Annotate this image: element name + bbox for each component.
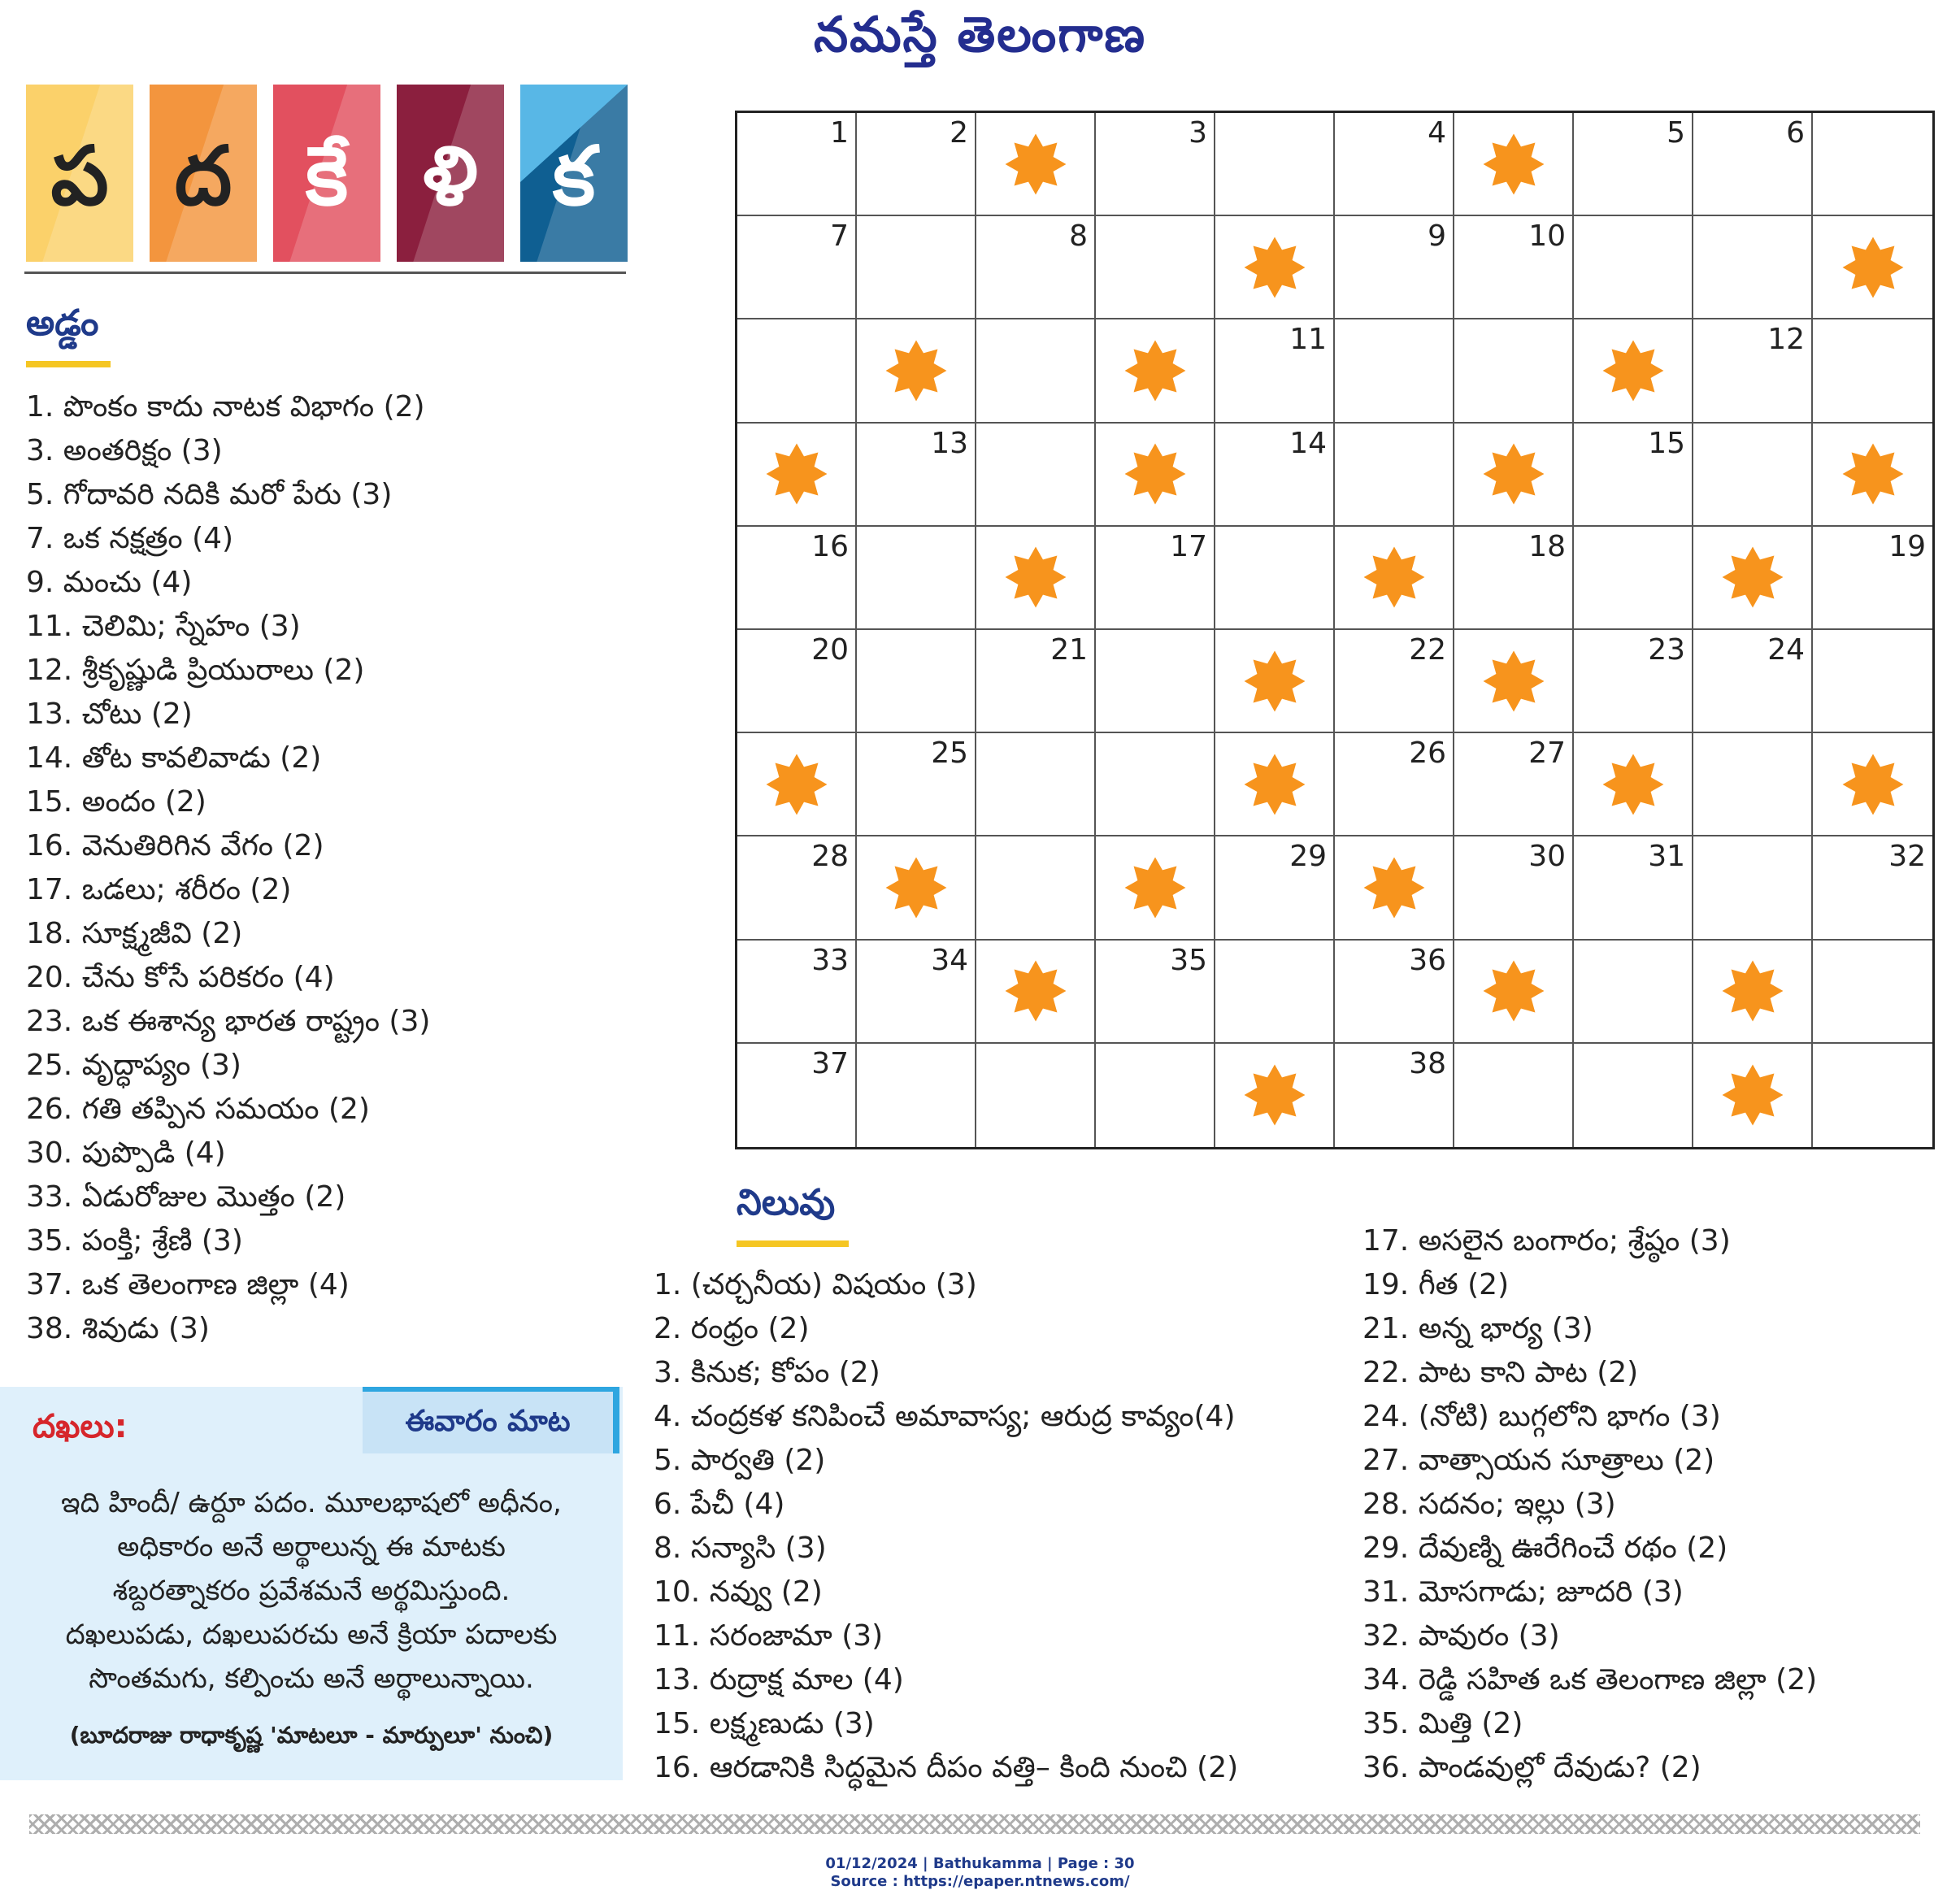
clue-item: 6. పేచీ (4) bbox=[654, 1488, 785, 1521]
down-heading: నిలువు bbox=[737, 1182, 836, 1223]
ornamental-divider bbox=[29, 1814, 1920, 1834]
grid-cell[interactable] bbox=[1215, 527, 1335, 630]
star-icon bbox=[1243, 1063, 1306, 1127]
title-tile: కే bbox=[273, 85, 380, 262]
blocked-cell bbox=[737, 424, 857, 527]
grid-cell[interactable] bbox=[1215, 941, 1335, 1044]
grid-cell[interactable] bbox=[1215, 424, 1335, 527]
blocked-cell bbox=[976, 113, 1096, 216]
grid-cell[interactable] bbox=[1335, 1044, 1454, 1147]
clue-item: 10. నవ్వు (2) bbox=[654, 1575, 823, 1609]
clue-item: 3. కినుక; కోపం (2) bbox=[654, 1356, 880, 1389]
clue-item: 12. శ్రీకృష్ణుడి ప్రియురాలు (2) bbox=[26, 654, 365, 687]
across-heading: అడ్డం bbox=[26, 302, 99, 344]
clue-number: 9 bbox=[1428, 219, 1446, 254]
blocked-cell bbox=[857, 319, 976, 423]
clue-item: 37. ఒక తెలంగాణ జిల్లా (4) bbox=[26, 1268, 350, 1301]
clue-item: 32. పావురం (3) bbox=[1362, 1619, 1560, 1653]
clue-item: 33. ఏడురోజుల మొత్తం (2) bbox=[26, 1180, 346, 1214]
clue-number: 27 bbox=[1528, 736, 1566, 771]
grid-cell[interactable] bbox=[1574, 941, 1693, 1044]
blocked-cell bbox=[1693, 941, 1813, 1044]
blocked-cell bbox=[1454, 113, 1574, 216]
grid-cell[interactable] bbox=[1096, 113, 1215, 216]
word-of-week-tab: ఈవారం మాట bbox=[363, 1387, 619, 1453]
star-icon bbox=[1004, 959, 1067, 1023]
clue-item: 15. అందం (2) bbox=[26, 785, 206, 819]
masthead-logo: నమస్తే తెలంగాణ bbox=[813, 7, 1147, 63]
clue-item: 5. పార్వతి (2) bbox=[654, 1444, 826, 1477]
blocked-cell bbox=[976, 941, 1096, 1044]
star-icon bbox=[1601, 339, 1665, 402]
clue-item: 15. లక్ష్మణుడు (3) bbox=[654, 1707, 875, 1740]
title-tile: ప bbox=[26, 85, 133, 262]
clue-item: 34. రెడ్డి సహిత ఒక తెలంగాణ జిల్లా (2) bbox=[1362, 1663, 1818, 1697]
star-icon bbox=[1243, 650, 1306, 713]
clue-item: 3. అంతరిక్షం (3) bbox=[26, 434, 223, 467]
footer-date-line: 01/12/2024 | Bathukamma | Page : 30 bbox=[825, 1855, 1135, 1872]
grid-cell[interactable] bbox=[1574, 113, 1693, 216]
blocked-cell bbox=[1813, 424, 1932, 527]
grid-cell[interactable] bbox=[1693, 319, 1813, 423]
grid-cell[interactable] bbox=[857, 527, 976, 630]
grid-cell[interactable] bbox=[1693, 424, 1813, 527]
clue-number: 8 bbox=[1069, 219, 1088, 254]
clue-number: 16 bbox=[811, 529, 849, 563]
blocked-cell bbox=[1215, 216, 1335, 319]
clue-item: 1. (చర్చనీయ) విషయం (3) bbox=[654, 1268, 977, 1301]
clue-number: 17 bbox=[1170, 529, 1207, 563]
puzzle-title-tiles bbox=[26, 85, 628, 262]
grid-cell[interactable] bbox=[737, 836, 857, 940]
blocked-cell bbox=[1096, 836, 1215, 940]
star-icon bbox=[765, 442, 828, 506]
grid-cell[interactable] bbox=[737, 216, 857, 319]
blocked-cell bbox=[1454, 941, 1574, 1044]
star-icon bbox=[1004, 545, 1067, 609]
clue-item: 9. మంచు (4) bbox=[26, 566, 193, 599]
star-icon bbox=[1123, 442, 1187, 506]
grid-cell[interactable] bbox=[737, 319, 857, 423]
clue-number: 22 bbox=[1409, 632, 1446, 667]
blocked-cell bbox=[1096, 424, 1215, 527]
grid-cell[interactable] bbox=[857, 113, 976, 216]
grid-cell[interactable] bbox=[1454, 733, 1574, 836]
grid-cell[interactable] bbox=[1335, 319, 1454, 423]
blocked-cell bbox=[1813, 216, 1932, 319]
grid-cell[interactable] bbox=[976, 836, 1096, 940]
star-icon bbox=[765, 753, 828, 816]
grid-cell[interactable] bbox=[737, 941, 857, 1044]
clue-number: 28 bbox=[811, 840, 849, 874]
star-icon bbox=[1362, 545, 1426, 609]
clue-item: 19. గీత (2) bbox=[1362, 1268, 1510, 1301]
clue-item: 20. చేను కోసే పరికరం (4) bbox=[26, 961, 335, 994]
clue-number: 6 bbox=[1786, 116, 1805, 150]
grid-cell[interactable] bbox=[1574, 216, 1693, 319]
clue-number: 24 bbox=[1767, 632, 1805, 667]
grid-cell[interactable] bbox=[1454, 319, 1574, 423]
star-icon bbox=[1482, 959, 1545, 1023]
grid-cell[interactable] bbox=[857, 216, 976, 319]
grid-cell[interactable] bbox=[1335, 216, 1454, 319]
grid-cell[interactable] bbox=[1096, 216, 1215, 319]
grid-cell[interactable] bbox=[976, 1044, 1096, 1147]
blocked-cell bbox=[737, 733, 857, 836]
star-icon bbox=[1482, 133, 1545, 196]
clue-item: 13. రుద్రాక్ష మాల (4) bbox=[654, 1663, 904, 1697]
grid-cell[interactable] bbox=[976, 733, 1096, 836]
clue-item: 17. అసలైన బంగారం; శ్రేష్ఠం (3) bbox=[1362, 1224, 1731, 1258]
divider-rule bbox=[24, 272, 626, 274]
grid-cell[interactable] bbox=[1096, 733, 1215, 836]
clue-number: 12 bbox=[1767, 323, 1805, 357]
grid-cell[interactable] bbox=[1454, 527, 1574, 630]
clue-number: 38 bbox=[1409, 1046, 1446, 1080]
grid-cell[interactable] bbox=[1813, 113, 1932, 216]
clue-number: 34 bbox=[931, 943, 968, 977]
clue-item: 8. సన్యాసి (3) bbox=[654, 1532, 827, 1565]
clue-number: 23 bbox=[1648, 632, 1685, 667]
star-icon bbox=[1123, 339, 1187, 402]
star-icon bbox=[1004, 133, 1067, 196]
clue-item: 24. (నోటి) బుగ్గలోని భాగం (3) bbox=[1362, 1400, 1721, 1433]
grid-cell[interactable] bbox=[1215, 113, 1335, 216]
grid-cell[interactable] bbox=[857, 941, 976, 1044]
clue-number: 25 bbox=[931, 736, 968, 771]
star-icon bbox=[1721, 545, 1784, 609]
blocked-cell bbox=[1693, 527, 1813, 630]
clue-item: 13. చోటు (2) bbox=[26, 697, 193, 731]
down-clue-list-left bbox=[654, 1263, 1238, 1790]
clue-item: 26. గతి తప్పిన సమయం (2) bbox=[26, 1093, 370, 1126]
crossword-grid bbox=[735, 111, 1935, 1149]
clue-item: 30. పుప్పొడి (4) bbox=[26, 1136, 226, 1170]
word-of-week-credit: (బూదరాజు రాధాకృష్ణ 'మాటలూ - మార్పులూ' నుంచి) bbox=[69, 1722, 554, 1749]
grid-cell[interactable] bbox=[737, 630, 857, 733]
across-underline bbox=[26, 361, 111, 367]
grid-cell[interactable] bbox=[1096, 630, 1215, 733]
grid-cell[interactable] bbox=[976, 424, 1096, 527]
across-clue-list bbox=[26, 385, 430, 1351]
blocked-cell bbox=[1454, 424, 1574, 527]
blocked-cell bbox=[857, 836, 976, 940]
grid-cell[interactable] bbox=[1096, 527, 1215, 630]
grid-cell[interactable] bbox=[976, 319, 1096, 423]
word-of-week-term: దఖలు: bbox=[33, 1408, 128, 1445]
grid-cell[interactable] bbox=[1335, 941, 1454, 1044]
clue-number: 30 bbox=[1528, 840, 1566, 874]
clue-number: 20 bbox=[811, 632, 849, 667]
blocked-cell bbox=[1813, 733, 1932, 836]
clue-item: 5. గోదావరి నదికి మరో పేరు (3) bbox=[26, 478, 393, 511]
clue-item: 36. పాండవుల్లో దేవుడు? (2) bbox=[1362, 1751, 1701, 1784]
clue-item: 16. ఆరడానికి సిద్ధమైన దీపం వత్తి– కింది నుంచి (2) bbox=[654, 1751, 1239, 1784]
clue-item: 29. దేవుణ్ని ఊరేగించే రథం (2) bbox=[1362, 1532, 1728, 1565]
grid-cell[interactable] bbox=[1813, 630, 1932, 733]
clue-item: 22. పాట కాని పాట (2) bbox=[1362, 1356, 1639, 1389]
clue-number: 19 bbox=[1888, 529, 1926, 563]
title-tile: ళి bbox=[397, 85, 504, 262]
grid-cell[interactable] bbox=[1096, 941, 1215, 1044]
clue-item: 35. మిత్తి (2) bbox=[1362, 1707, 1523, 1740]
clue-item: 27. వాత్సాయన సూత్రాలు (2) bbox=[1362, 1444, 1715, 1477]
star-icon bbox=[1482, 650, 1545, 713]
clue-number: 7 bbox=[830, 219, 849, 254]
clue-number: 32 bbox=[1888, 840, 1926, 874]
star-icon bbox=[1482, 442, 1545, 506]
clue-item: 14. తోట కావలివాడు (2) bbox=[26, 741, 322, 775]
clue-item: 4. చంద్రకళ కనిపించే అమావాస్య; ఆరుద్ర కావ్యం(4) bbox=[654, 1400, 1236, 1433]
grid-cell[interactable] bbox=[1693, 630, 1813, 733]
grid-cell[interactable] bbox=[1574, 836, 1693, 940]
clue-number: 5 bbox=[1667, 116, 1685, 150]
down-clue-list-right bbox=[1362, 1219, 1817, 1790]
clue-item: 23. ఒక ఈశాన్య భారత రాష్ట్రం (3) bbox=[26, 1005, 431, 1038]
clue-number: 21 bbox=[1050, 632, 1088, 667]
clue-number: 11 bbox=[1289, 323, 1327, 357]
clue-number: 29 bbox=[1289, 840, 1327, 874]
star-icon bbox=[1841, 236, 1905, 299]
clue-item: 35. పంక్తి; శ్రేణి (3) bbox=[26, 1224, 243, 1258]
grid-cell[interactable] bbox=[857, 630, 976, 733]
grid-cell[interactable] bbox=[857, 1044, 976, 1147]
clue-number: 31 bbox=[1648, 840, 1685, 874]
clue-number: 2 bbox=[950, 116, 968, 150]
clue-item: 18. సూక్ష్మజీవి (2) bbox=[26, 917, 243, 950]
clue-number: 35 bbox=[1170, 943, 1207, 977]
title-tile: క bbox=[520, 85, 628, 262]
star-icon bbox=[1243, 753, 1306, 816]
clue-number: 36 bbox=[1409, 943, 1446, 977]
clue-item: 17. ఒడలు; శరీరం (2) bbox=[26, 873, 292, 906]
star-icon bbox=[884, 856, 948, 919]
grid-cell[interactable] bbox=[1215, 836, 1335, 940]
grid-cell[interactable] bbox=[1096, 1044, 1215, 1147]
clue-item: 25. వృద్ధాప్యం (3) bbox=[26, 1049, 241, 1082]
blocked-cell bbox=[1335, 836, 1454, 940]
star-icon bbox=[1841, 753, 1905, 816]
grid-cell[interactable] bbox=[1454, 836, 1574, 940]
star-icon bbox=[1601, 753, 1665, 816]
grid-cell[interactable] bbox=[857, 424, 976, 527]
clue-number: 14 bbox=[1289, 426, 1327, 460]
grid-cell[interactable] bbox=[976, 630, 1096, 733]
grid-cell[interactable] bbox=[976, 216, 1096, 319]
grid-cell[interactable] bbox=[1813, 836, 1932, 940]
grid-cell[interactable] bbox=[1335, 424, 1454, 527]
star-icon bbox=[1362, 856, 1426, 919]
clue-item: 38. శివుడు (3) bbox=[26, 1312, 210, 1345]
clue-item: 16. వెనుతిరిగిన వేగం (2) bbox=[26, 829, 324, 862]
clue-number: 18 bbox=[1528, 529, 1566, 563]
blocked-cell bbox=[976, 527, 1096, 630]
grid-cell[interactable] bbox=[1813, 527, 1932, 630]
blocked-cell bbox=[1215, 630, 1335, 733]
clue-number: 1 bbox=[830, 116, 849, 150]
grid-cell[interactable] bbox=[737, 1044, 857, 1147]
down-underline bbox=[737, 1240, 849, 1247]
grid-cell[interactable] bbox=[1454, 1044, 1574, 1147]
grid-cell[interactable] bbox=[1813, 319, 1932, 423]
clue-number: 15 bbox=[1648, 426, 1685, 460]
blocked-cell bbox=[1096, 319, 1215, 423]
grid-cell[interactable] bbox=[857, 733, 976, 836]
clue-number: 3 bbox=[1189, 116, 1207, 150]
blocked-cell bbox=[1215, 733, 1335, 836]
blocked-cell bbox=[1693, 1044, 1813, 1147]
star-icon bbox=[1721, 1063, 1784, 1127]
grid-cell[interactable] bbox=[1574, 424, 1693, 527]
grid-cell[interactable] bbox=[1574, 630, 1693, 733]
clue-item: 7. ఒక నక్షత్రం (4) bbox=[26, 522, 234, 555]
grid-cell[interactable] bbox=[1215, 319, 1335, 423]
grid-cell[interactable] bbox=[1693, 113, 1813, 216]
grid-cell[interactable] bbox=[737, 113, 857, 216]
clue-number: 33 bbox=[811, 943, 849, 977]
clue-item: 31. మోసగాడు; జూదరి (3) bbox=[1362, 1575, 1684, 1609]
title-tile: ద bbox=[150, 85, 257, 262]
clue-item: 11. చెలిమి; స్నేహం (3) bbox=[26, 610, 301, 643]
grid-cell[interactable] bbox=[1813, 1044, 1932, 1147]
blocked-cell bbox=[1574, 733, 1693, 836]
clue-number: 26 bbox=[1409, 736, 1446, 771]
footer-source-link[interactable]: Source : https://epaper.ntnews.com/ bbox=[830, 1873, 1130, 1890]
clue-item: 1. పొంకం కాదు నాటక విభాగం (2) bbox=[26, 390, 425, 424]
clue-item: 21. అన్న భార్య (3) bbox=[1362, 1312, 1593, 1345]
clue-number: 13 bbox=[931, 426, 968, 460]
clue-number: 37 bbox=[811, 1046, 849, 1080]
grid-cell[interactable] bbox=[1693, 836, 1813, 940]
clue-item: 11. సరంజామా (3) bbox=[654, 1619, 884, 1653]
grid-cell[interactable] bbox=[1335, 113, 1454, 216]
blocked-cell bbox=[1574, 319, 1693, 423]
grid-cell[interactable] bbox=[1693, 216, 1813, 319]
clue-number: 10 bbox=[1528, 219, 1566, 254]
clue-item: 28. సదనం; ఇల్లు (3) bbox=[1362, 1488, 1616, 1521]
grid-cell[interactable] bbox=[1813, 941, 1932, 1044]
grid-cell[interactable] bbox=[1335, 733, 1454, 836]
clue-number: 4 bbox=[1428, 116, 1446, 150]
star-icon bbox=[884, 339, 948, 402]
word-of-week-text: ఇది హిందీ/ ఉర్దూ పదం. మూలభాషలో అధీనం, అధికారం అనే అర్థాలున్న ఈ మాటకు శబ్దరత్నాకరం ప్రవేశమనే అర్థమిస్తుంది. దఖలుపడు, దఖలుపరచు అనే క్రియా పదాలకు సొంతమగు, కల్పించు అనే అర్థాలున్నాయి. bbox=[61, 1487, 562, 1695]
star-icon bbox=[1841, 442, 1905, 506]
clue-item: 2. రంధ్రం (2) bbox=[654, 1312, 810, 1345]
blocked-cell bbox=[1215, 1044, 1335, 1147]
grid-cell[interactable] bbox=[1574, 527, 1693, 630]
grid-cell[interactable] bbox=[737, 527, 857, 630]
star-icon bbox=[1243, 236, 1306, 299]
grid-cell[interactable] bbox=[1693, 733, 1813, 836]
grid-cell[interactable] bbox=[1335, 630, 1454, 733]
grid-cell[interactable] bbox=[1454, 216, 1574, 319]
star-icon bbox=[1721, 959, 1784, 1023]
grid-cell[interactable] bbox=[1574, 1044, 1693, 1147]
blocked-cell bbox=[1454, 630, 1574, 733]
blocked-cell bbox=[1335, 527, 1454, 630]
star-icon bbox=[1123, 856, 1187, 919]
